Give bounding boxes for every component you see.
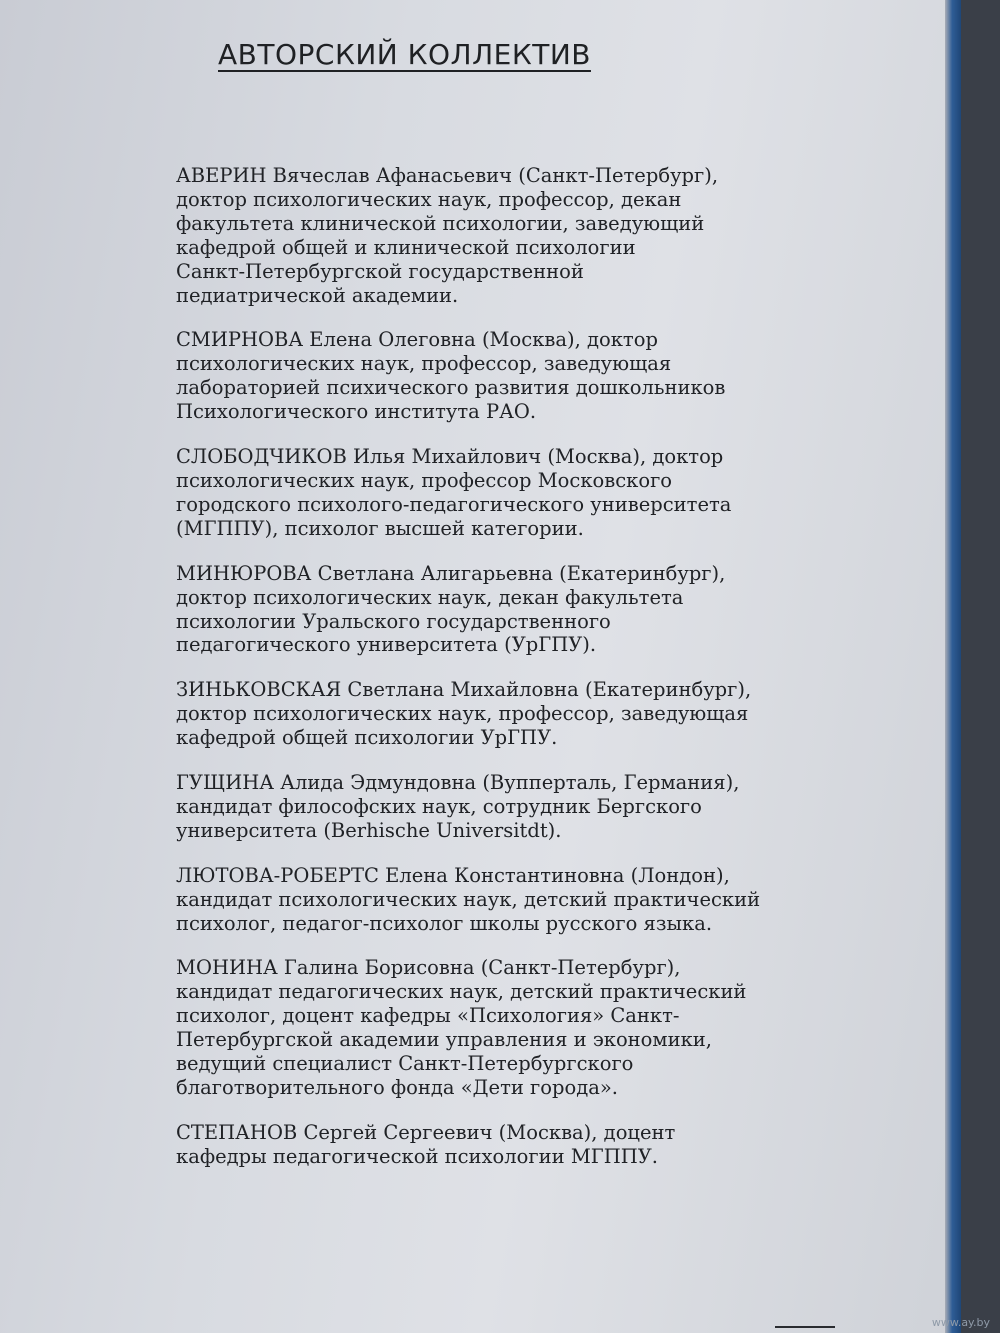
author-entry-line: кафедрой общей и клинической психологии — [176, 235, 636, 259]
author-entry-line: факультета клинической психологии, заведующий — [176, 211, 705, 235]
author-entry-line: психологии Уральского государственного — [176, 609, 611, 633]
author-entry-line: СЛОБОДЧИКОВ Илья Михайлович (Москва), доктор — [176, 445, 724, 469]
author-entry-line: МОНИНА Галина Борисовна (Санкт-Петербург), — [176, 956, 681, 980]
author-entry-line: педиатрической академии. — [176, 283, 459, 307]
author-entry-line: кандидат психологических наук, детский практический — [176, 887, 761, 911]
author-entry-line: Санкт-Петербургской государственной — [176, 259, 584, 283]
author-entry — [176, 328, 936, 424]
author-entry-line: СТЕПАНОВ Сергей Сергеевич (Москва), доцент — [176, 1120, 676, 1144]
author-entry — [176, 864, 936, 936]
author-entry — [176, 445, 936, 541]
author-entry — [176, 771, 936, 843]
author-entry-line: доктор психологических наук, профессор, декан — [176, 187, 682, 211]
author-entry-line: кафедрой общей психологии УрГПУ. — [176, 726, 558, 750]
author-entry-line: ведущий специалист Санкт-Петербургского — [176, 1052, 634, 1076]
author-entry-line: лабораторией психического развития дошкольников — [176, 376, 726, 400]
author-entry — [176, 1121, 936, 1169]
author-entry-line: ГУЩИНА Алида Эдмундовна (Вупперталь, Германия), — [176, 771, 740, 795]
author-list — [176, 164, 936, 1190]
author-entry-line: городского психолого-педагогического университета — [176, 492, 732, 516]
author-entry-line: психолог, педагог-психолог школы русского языка. — [176, 911, 713, 935]
author-entry-line: благотворительного фонда «Дети города». — [176, 1076, 618, 1099]
author-entry-line: кандидат педагогических наук, детский практический — [176, 980, 747, 1004]
author-entry-line: доктор психологических наук, декан факультета — [176, 585, 684, 609]
author-entry — [176, 164, 936, 307]
author-entry-line: университета (Berhische Universitdt). — [176, 818, 562, 842]
author-entry-line: СМИРНОВА Елена Олеговна (Москва), доктор — [176, 328, 658, 352]
author-entry-line: педагогического университета (УрГПУ). — [176, 633, 597, 657]
author-entry-line: (МГППУ), психолог высшей категории. — [176, 516, 584, 540]
page-number-rule — [775, 1326, 835, 1328]
page-title: АВТОРСКИЙ КОЛЛЕКТИВ — [218, 38, 591, 71]
author-entry — [176, 562, 936, 658]
book-cover-edge — [945, 0, 961, 1333]
author-entry-line: Психологического института РАО. — [176, 400, 537, 424]
author-entry-line: ЛЮТОВА-РОБЕРТС Елена Константиновна (Лондон), — [176, 863, 730, 887]
author-entry-line: МИНЮРОВА Светлана Алигарьевна (Екатеринбург), — [176, 561, 726, 585]
author-entry-line: доктор психологических наук, профессор, заведующая — [176, 702, 749, 726]
author-entry-line: ЗИНЬКОВСКАЯ Светлана Михайловна (Екатеринбург), — [176, 678, 752, 702]
author-entry — [176, 956, 936, 1099]
author-entry-line: Петербургской академии управления и экономики, — [176, 1028, 712, 1052]
author-entry-line: АВЕРИН Вячеслав Афанасьевич (Санкт-Петербург), — [176, 164, 719, 187]
author-entry-line: кандидат философских наук, сотрудник Бергского — [176, 794, 702, 818]
author-entry-line: психологических наук, профессор Московского — [176, 468, 673, 492]
site-watermark: www.ay.by — [931, 1316, 990, 1329]
author-entry — [176, 678, 936, 750]
author-entry-line: психологических наук, профессор, заведующая — [176, 352, 672, 376]
author-entry-line: психолог, доцент кафедры «Психология» Санкт- — [176, 1004, 680, 1028]
author-entry-line: кафедры педагогической психологии МГППУ. — [176, 1144, 659, 1168]
